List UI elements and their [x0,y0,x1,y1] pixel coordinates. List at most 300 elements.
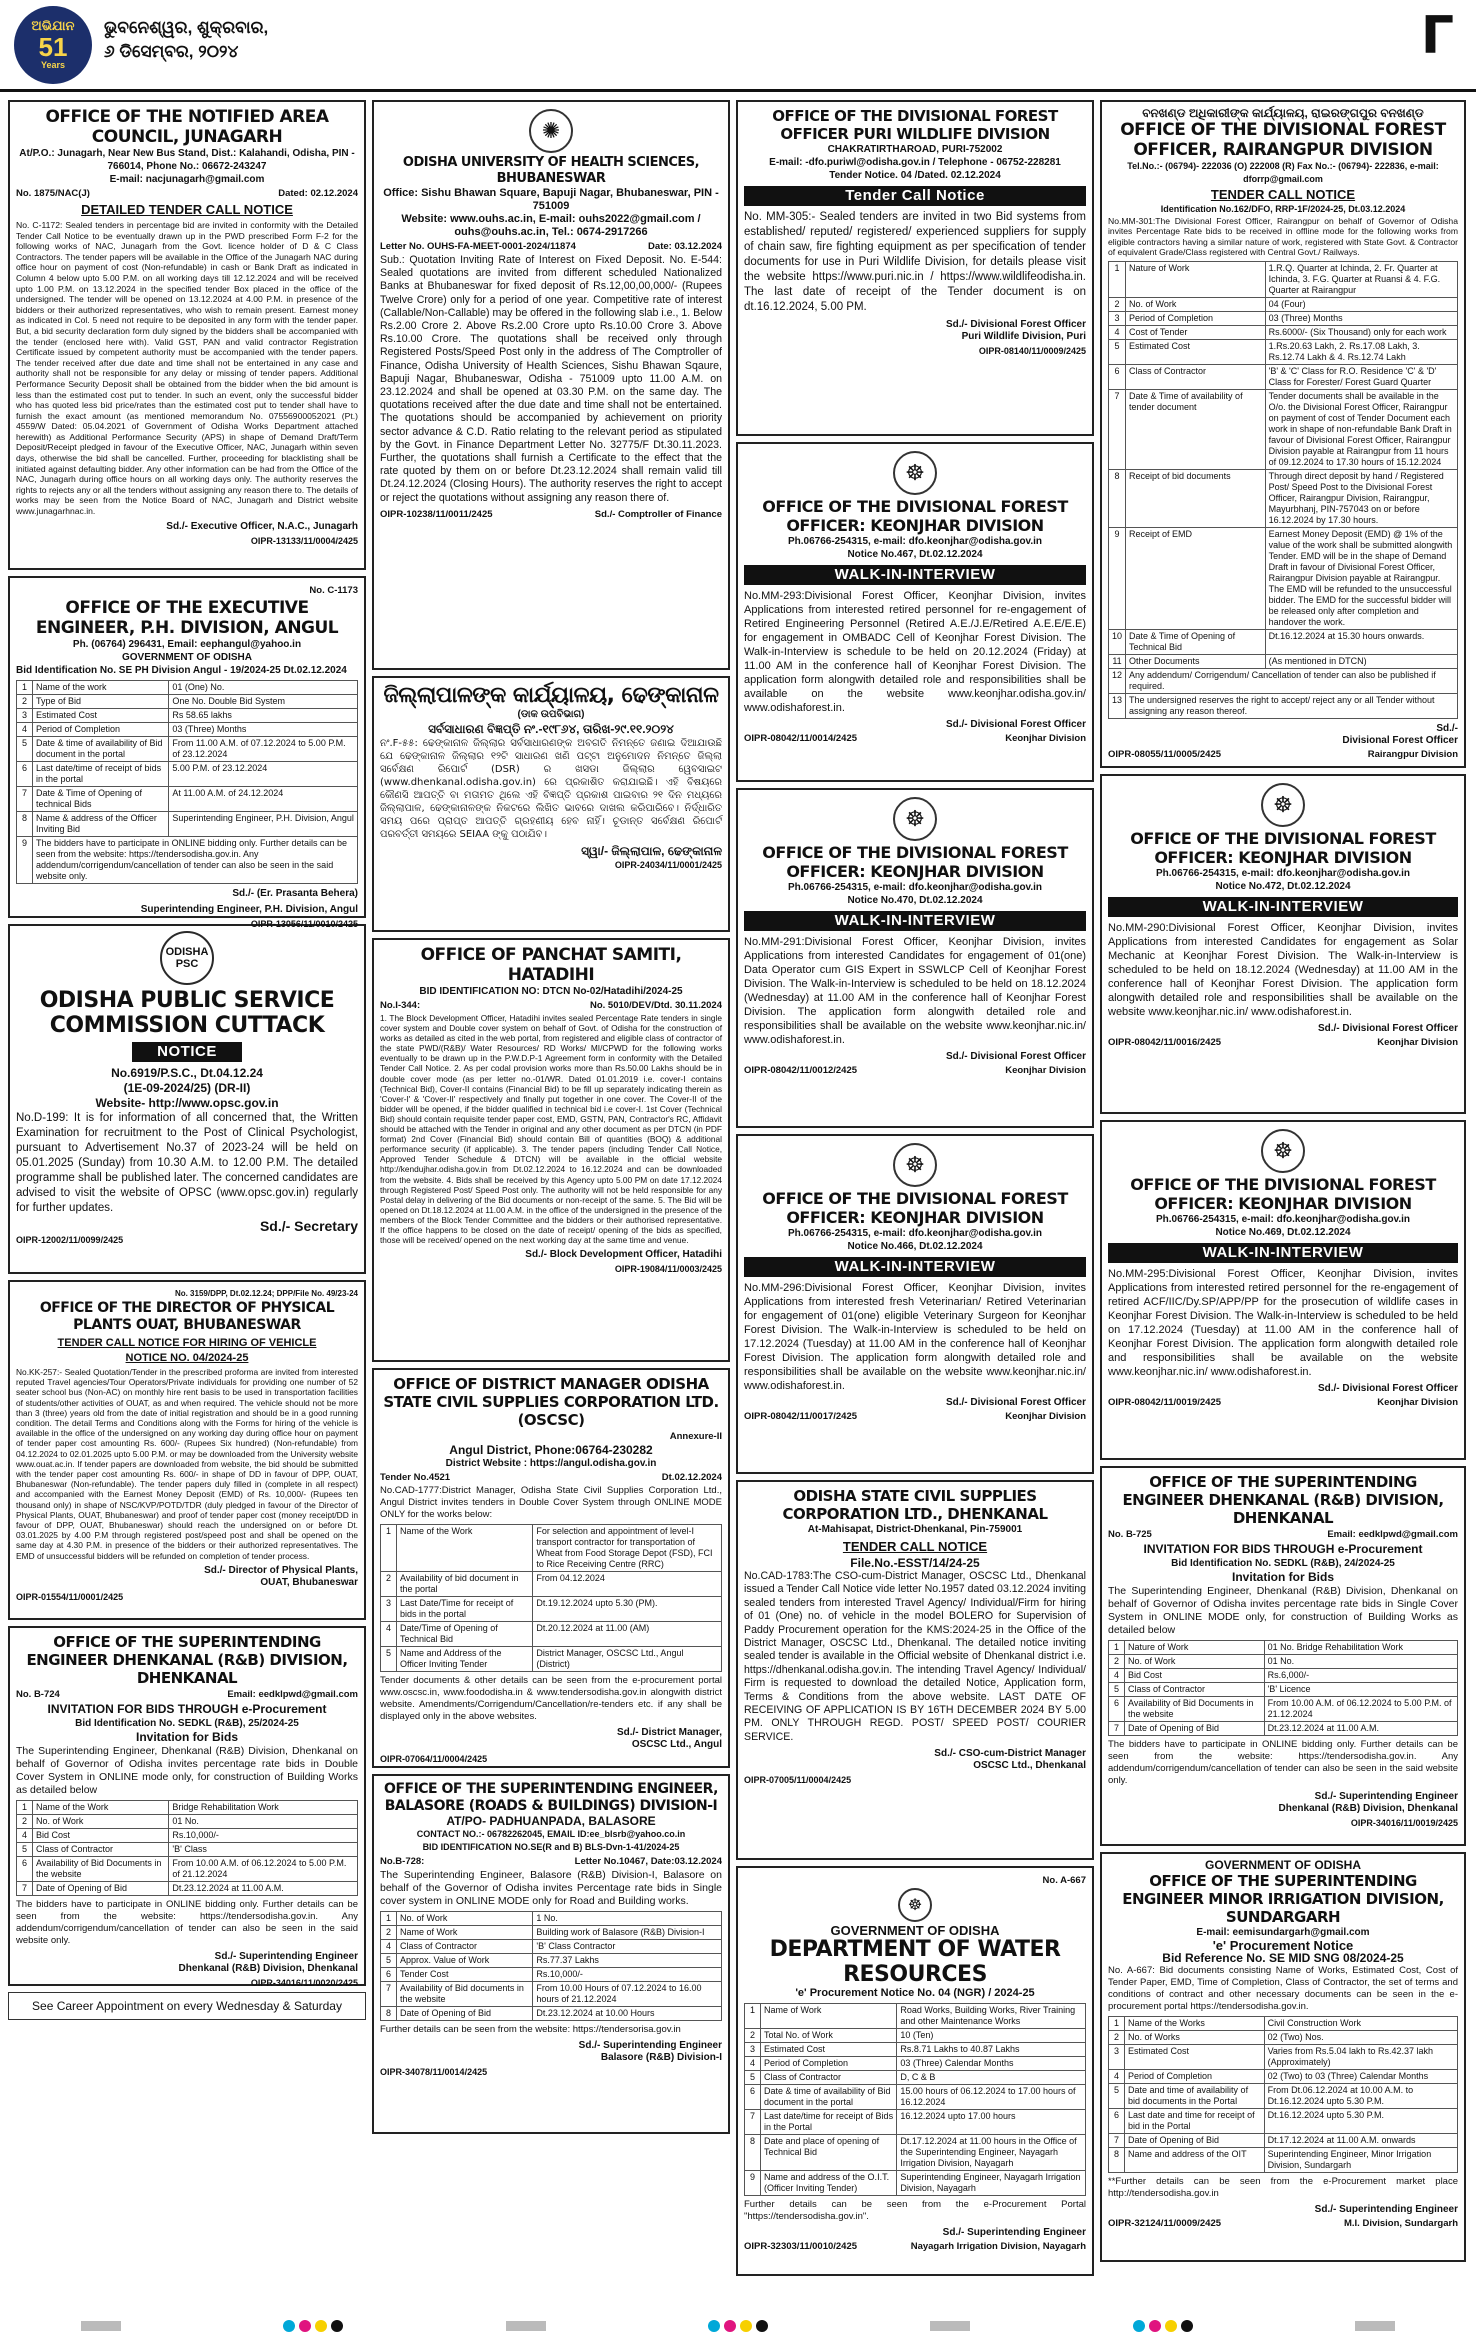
cyan-dot [283,2320,295,2332]
table-row [381,1597,722,1622]
ad-signature: Sd./- Superintending Engineer [214,1951,358,1962]
ad-ref-no: No.6919/P.S.C., Dt.04.12.24 [111,1066,263,1080]
ad-subtitle: 'e' Procurement Notice No. 04 (NGR) / 2024-25 [795,1987,1035,1999]
ad-title: OFFICE OF THE EXECUTIVE ENGINEER, P.H. DIVISION, ANGUL [35,598,339,638]
row-number: 8 [745,2135,761,2171]
ad-note: **Further details can be seen from the e-Procurement market place http://tendersodisha.gov.in [1108,2176,1458,2199]
ad-ref-no: No. 1875/NAC(J) [16,188,90,199]
ad-body: No.MM-295:Divisional Forest Officer, Keonjhar Division, invites Applications from interested retired personnel for the re-engagement of retired ACF/IIC/Dy.SP/APP/PP for the prosecution of wildlife cases in Keonjhar Forest Division. The Walk-in-Interview is scheduled to be held on 17.12.2024 (Tuesday) at 11.00 AM in the conference hall of Keonjhar Forest Division. The application form alongwith detailed role and responsibilities shall be available on the website www.keonjhar.nic.in/ www.odishaforest.in. [1108,1268,1458,1378]
table-row [17,1829,358,1843]
table-row [381,1926,722,1940]
row-number: 6 [17,1857,33,1882]
row-label: Name of Work [397,1926,533,1940]
gray-bar [1355,2321,1395,2331]
ad-heading: WALK-IN-INTERVIEW [1108,1243,1458,1263]
ad-signature-2: Keonjhar Division [1377,1397,1458,1408]
ad-file-no: File.No.-ESST/14/24-25 [850,1556,980,1570]
ad-signature-3: Rairangpur Division [1367,748,1458,760]
row-number: 2 [1109,1655,1125,1669]
table-row [745,2171,1086,2196]
row-number: 5 [17,1843,33,1857]
row-value: Rs.77.37 Lakhs [533,1954,722,1968]
row-number: 1 [381,1525,397,1572]
table-row [1109,325,1458,339]
row-label: Availability of bid document in the portal [397,1572,533,1597]
row-number: 4 [381,1622,397,1647]
table-row [745,2004,1086,2029]
row-text: Any addendum/ Corrigendum/ Cancellation of tender can also be published if required. [1126,668,1458,693]
row-number: 8 [381,2007,397,2021]
ad-gov: GOVERNMENT OF ODISHA [1204,1858,1361,1872]
row-label: Period of Completion [1125,2070,1265,2084]
row-number: 4 [745,2057,761,2071]
row-label: No. of Work [1125,1655,1265,1669]
ad-signature: Sd./- Superintending Engineer [578,2040,722,2051]
ad-body: The Superintending Engineer, Dhenkanal (R&B) Division, Dhenkanal on behalf of Governor of Odisha invites percentage rate bids in Double Cover System in ONLINE mode only, for construction of Building Works as detailed below [16,1745,358,1796]
row-value: From 10.00 A.M. of 06.12.2024 to 5.00 P.M. of 21.12.2024 [169,1857,358,1882]
ad-body: No.D-199: It is for information of all concerned that, the Written Examination for recruitment to the Post of Clinical Psychologist, pursuant to Advertisement No.37 of 2023-24 will be held on 05.01.2025 (Sunday) from 10.30 A.M. to 12.00 P.M. The detailed programme shall be published later. The concerned candidates are advised to visit the website of OPSC (www.opsc.gov.in) regularly for further updates. [16,1112,358,1214]
row-number: 4 [381,1940,397,1954]
row-number: 5 [17,737,33,762]
page-header [0,0,1476,92]
ad-oipr: OIPR-08042/11/0019/2425 [1108,1397,1222,1408]
ad-heading: WALK-IN-INTERVIEW [744,565,1086,585]
row-label: Name of the Work [397,1525,533,1572]
cyan-dot [1133,2320,1145,2332]
column-4 [1100,100,1466,2268]
ad-ref-no: Notice No.472, Dt.02.12.2024 [1215,881,1351,892]
row-value: 'B' Class [169,1843,358,1857]
row-label: Availability of Bid documents in the website [397,1982,533,2007]
row-label: Nature of Work [1125,1641,1265,1655]
row-value: Dt.19.12.2024 upto 5.30 (PM). [533,1597,722,1622]
ad-website: Website- http://www.opsc.gov.in [95,1096,279,1110]
table-row [381,2007,722,2021]
row-label: Date and time of availability of bid documents in the Portal [1125,2084,1265,2109]
ad-title: OFFICE OF THE SUPERINTENDING ENGINEER MINOR IRRIGATION DIVISION, SUNDARGARH [1122,1872,1444,1926]
ad-table [380,1524,722,1672]
table-row [1109,2045,1458,2070]
ad-oipr: OIPR-07005/11/0004/2425 [744,1775,852,1786]
table-row [17,1815,358,1829]
row-label: Name & address of the Officer Inviting Bid [33,812,169,837]
ad-oscsc-angul [372,1368,730,1768]
ad-sundargarh [1100,1852,1466,2262]
row-label: Availability of Bid Documents in the website [1125,1697,1265,1722]
table-row [745,2071,1086,2085]
table-row [1109,527,1458,629]
ad-ref-no: Notice No.467, Dt.02.12.2024 [847,549,983,560]
ad-title: OFFICE OF DISTRICT MANAGER ODISHA STATE CIVIL SUPPLIES CORPORATION LTD. (OSCSC) [383,1375,719,1429]
ad-phone: Ph.06766-254315, e-mail: dfo.keonjhar@odisha.gov.in [1155,1214,1411,1225]
ad-ref-no: No.B-728: [380,1856,425,1867]
magenta-dot [299,2320,311,2332]
ad-heading: TENDER CALL NOTICE [842,1539,988,1554]
ad-oipr: OIPR-08042/11/0014/2425 [744,733,858,744]
ad-oipr: OIPR-24034/11/0001/2425 [614,860,722,870]
row-number: 7 [1109,2134,1125,2148]
ad-table [16,680,358,884]
row-label: Date & Time of availability of tender document [1126,389,1266,469]
ad-signature: Sd./- CSO-cum-District Manager [934,1748,1086,1760]
ad-ref-no: Bid Reference No. SE MID SNG 08/2024-25 [1162,1951,1404,1965]
row-label: Period of Completion [1126,311,1266,325]
ad-signature-2: OSCSC Ltd., Angul [631,1739,722,1750]
ad-ref-no: No. B-725 [1108,1529,1152,1540]
ad-signature: Sd./- Superintending Engineer [1314,1791,1458,1802]
ad-signature-2: Nayagarh Irrigation Division, Nayagarh [910,2241,1086,2252]
ad-oipr: OIPR-08140/11/0009/2425 [978,346,1086,356]
ad-title: OFFICE OF THE DIVISIONAL FOREST OFFICER: KEONJHAR DIVISION [762,1189,1068,1227]
row-text: The undersigned reserves the right to accept/ reject any or all Tender without assigning any reason thereof. [1126,693,1458,718]
row-number: 6 [17,762,33,787]
row-number: 2 [381,1572,397,1597]
ad-body: No. MM-305:- Sealed tenders are invited in two Bid systems from established/ reputed/ registered/ experienced suppliers for supply of chain saw, fire fighting equipment as per specification of tender documents for use in Puri Wildlife Division, for details please visit the website https://www.puri.nic.in / https://www.wildlifeodisha.in. The last date of receipt of the Tender document is on dt.16.12.2024, 5.00 PM. [744,211,1086,313]
ad-note: Further details can be seen from the website: https://tendersorisa.gov.in [380,2024,681,2035]
ad-ref-code: No.I-344: [380,1000,421,1011]
ad-oipr: OIPR-12002/11/0099/2425 [16,1235,124,1245]
ad-water-resources [736,1866,1094,2276]
ad-heading: NOTICE [132,1042,242,1062]
ad-note: The bidders have to participate in ONLINE bidding only. Further details can be seen from the website: https://tendersodisha.gov.in. Any addendum/corrigendum/cancellation of tender can also be seen in the said website only. [1108,1739,1458,1786]
row-value: From Dt.06.12.2024 at 10.00 A.M. to Dt.16.12.2024 upto 5.30 P.M. [1264,2084,1457,2109]
row-label: Bid Cost [1125,1669,1265,1683]
row-number: 7 [17,1882,33,1896]
row-label: Class of Contractor [1126,364,1266,389]
row-value: 10 (Ten) [897,2029,1086,2043]
ad-body: No.MM-301:The Divisional Forest Officer, Rairangpur on behalf of Governor of Odisha invites Percentage Rate bids to be received in offline mode for the following works from eligible contractors having a similar nature of work, registered with State Govt. & Contractor of equivalent Grade/Class registered with Central Govt./ Railways. [1108,216,1458,258]
row-label: Total No. of Work [761,2029,897,2043]
row-label: Date & time of availability of Bid document in the portal [33,737,169,762]
table-row [17,837,358,884]
ad-phone: Ph. (06764) 296431, Email: eephangul@yahoo.in [72,639,302,650]
ad-body: No.MM-291:Divisional Forest Officer, Keonjhar Division, invites Applications from interested Candidates for engagement of 01(one) Data Operator cum GIS Expert in SSWLCP Cell of Keonjhar Forest Division. The Walk-in-Interview is scheduled to be held on 18.12.2024 (Wednesday) at 11.00 AM in the conference hall of Keonjhar Forest Division. The application form alongwith detailed role and responsibilities shall be available on the website www.keonjhar.nic.in/ www.odishaforest.in. [744,936,1086,1046]
row-label: Class of Contractor [1125,1683,1265,1697]
ad-signature: Sd./- Executive Officer, N.A.C., Junagarh [166,520,358,532]
table-row [17,723,358,737]
ad-oscsc-dhenkanal [736,1480,1094,1860]
career-note: See Career Appointment on every Wednesday & Saturday [8,1992,366,2020]
ad-title: DEPARTMENT OF WATER RESOURCES [769,1937,1061,1987]
ad-heading-2: Invitation for Bids [136,1730,238,1744]
date-line-1: ଭୁବନେଶ୍ୱର, ଶୁକ୍ରବାର, [104,18,269,37]
row-label: Name of the Work [33,1801,169,1815]
ad-table [380,1911,722,2021]
row-value: From 11.00 A.M. of 07.12.2024 to 5.00 P.M. of 23.12.2024 [169,737,358,762]
row-label: Date & Time of Opening of technical Bids [33,787,169,812]
row-value: Bridge Rehabilitation Work [169,1801,358,1815]
row-label: Other Documents [1126,654,1266,668]
row-label: Date of Opening of Bid [33,1882,169,1896]
yellow-dot [740,2320,752,2332]
row-number: 9 [745,2171,761,2196]
row-label: Period of Completion [33,723,169,737]
ad-phone: Ph.06766-254315, e-mail: dfo.keonjhar@odisha.gov.in [1155,868,1411,879]
row-number: 6 [1109,1697,1125,1722]
row-label: Date and place of opening of Technical Bid [761,2135,897,2171]
ad-signature-2: Puri Wildlife Division, Puri [961,331,1086,342]
table-row [745,2135,1086,2171]
ad-gov: GOVERNMENT OF ODISHA [830,1923,1000,1938]
ad-address: At/P.O.: Junagarh, Near New Bus Stand, Dist.: Kalahandi, Odisha, PIN - 766014, Phone No.: 06672-243247 [19,148,355,172]
ad-contact: Tel.No.:- (06794)- 222036 (O) 222008 (R) Fax No.:- (06794)- 222836, e-mail: dforrp@gmail.com [1127,161,1439,184]
row-number: 11 [1109,654,1126,668]
ad-gov: GOVERNMENT OF ODISHA [121,652,252,663]
row-label: Date of Opening of Bid [397,2007,533,2021]
table-row [1109,629,1458,654]
row-value: Rs 58.65 lakhs [169,709,358,723]
ad-signature: Sd./- Director of Physical Plants, [204,1564,358,1576]
ad-table [1108,261,1458,719]
row-value: At 11.00 A.M. of 24.12.2024 [169,787,358,812]
ad-note: The bidders have to participate in ONLINE bidding only. Further details can be seen from the website: https://tendersodisha.gov.in. Any addendum/corrigendum/cancellation of tender can also be seen in the said website only. [16,1899,358,1946]
row-value: (As mentioned in DTCN) [1265,654,1457,668]
ad-body: No.MM-296:Divisional Forest Officer, Keonjhar Division, invites Applications from interested fresh Veterinarian/ Retired Veterinarian for engagement of 01(one) eligible Veterinary Surgeon for Keonjhar Forest Division. The Walk-in-Interview is scheduled to be held on 17.12.2024 (Tuesday) at 11.00 AM in the conference hall of Keonjhar Forest Division. The application form alongwith detailed role and responsibilities shall be available on the website www.keonjhar.nic.in/ www.odishaforest.in. [744,1282,1086,1392]
odisha-emblem-icon: ☸ [1261,1129,1305,1173]
row-number: 6 [1109,2109,1125,2134]
row-value: Rs.10,000/- [169,1829,358,1843]
row-value: From 10.00 Hours of 07.12.2024 to 16.00 hours of 21.12.2024 [533,1982,722,2007]
ad-signature: Sd./- Divisional Forest Officer [945,719,1086,730]
row-label: No. of Work [33,1815,169,1829]
ad-phone: Ph.06766-254315, e-mail: dfo.keonjhar@odisha.gov.in [787,882,1043,893]
row-label: No. of Works [1125,2031,1265,2045]
row-number: 4 [17,1829,33,1843]
ad-heading: DETAILED TENDER CALL NOTICE [81,202,293,217]
ad-oipr: OIPR-13133/11/0004/2425 [250,535,358,546]
table-row [1109,1655,1458,1669]
row-number: 5 [381,1647,397,1672]
table-row [381,1982,722,2007]
table-row [381,1525,722,1572]
ad-body: No. A-667: Bid documents consisting Name of Works, Estimated Cost, Cost of Tender Paper, EMD, Time of Completion, Class of Contractor, the set of terms and conditions of contract and other necessary documents can be seen in the e-procurement portal https://tendersodisha.gov.in. [1108,1965,1458,2012]
ad-phone: Ph.06766-254315, e-mail: dfo.keonjhar@odisha.gov.in [787,536,1043,547]
ad-odia-title: ବନଖଣ୍ଡ ଅଧିକାରୀଙ୍କ କାର୍ଯ୍ୟାଳୟ, ରାଇରଙ୍ଗପୁର ବନଖଣ୍ଡ [1142,106,1424,120]
row-value: Tender documents shall be available in the O/o. the Divisional Forest Officer, Rairangpur on payment of cost of Tender Document each work in shape of non-refundable Bank Draft in favour of Divisional Forest Officer, Rairangpur Division payable at Rairangpur from 11 hours of 09.12.2024 to 17.30 hours of 15.12.2024 [1265,389,1457,469]
ad-body: Sub.: Quotation Inviting Rate of Interest on Fixed Deposit. No. E-544: Sealed quotations are invited from different scheduled Nationalized Banks at Bhubaneswar for fixed deposit of Rs.12,00,00,000/- (Rupees Twelve Crore) only for a period of one year. Competitive rate of interest (Callable/Non-Callable) may be offered in the following slab i.e., 1. Below Rs.2.00 Crore 2. Above Rs.2.00 Crore upto Rs.10.00 Crore 3. Above Rs.10.00 Crore. The quotations shall be received only through Registered Posts/Speed Post only in the address of The Comptroller of Finance, Odisha University of Health Sciences, Sishu Bhawan Sqaure, Bapuji Nagar, Bhubaneswar, Odisha - 751009 upto 11.00 A.M. on 23.12.2024 and shall be opened at 03.30 P.M. on the same day. The quotations received after the due date and time shall not be entertained. The quotations should be accompanied by achievement on priority sector advance & C.D. Ratio relating to the relevant period as stipulated by the Govt. in Finance Department Letter No. 32775/F Dt.30.11.2023. Further, the quotations shall furnish a Certificate to the effect that the rate quoted by them on or before Dt.23.12.2024 shall remain valid till Dt.24.12.2024 (Closing Hours). The authority reserves the right to accept or reject the quotations without assigning any reason there of. [380,254,722,504]
ad-title: OFFICE OF THE DIRECTOR OF PHYSICAL PLANTS OUAT, BHUBANESWAR [39,1300,335,1333]
row-value: 04 (Four) [1265,297,1457,311]
ad-signature: Sd./- Divisional Forest Officer [945,319,1086,330]
row-number: 1 [1109,1641,1125,1655]
ad-body: ନଂ.F-୫୫: ଢେଙ୍କାନାଳ ଜିଲ୍ଲାର ସର୍ବସାଧାରଣଙ୍କ ଅବଗତି ନିମନ୍ତେ ଜଣାଇ ଦିଆଯାଉଛି ଯେ ଢେଙ୍କାନାଳ ଜିଲ୍ଲାର ୧୨ଟି ସାଧାରଣ ଖଣି ପଟ୍ଟା ଅନୁମୋଦନ ନିମନ୍ତେ ଜିଲ୍ଲା ସର୍ବେକ୍ଷଣ ରିପୋର୍ଟ (DSR) ର ଖସଡା ଜିଲ୍ଲାର ୱେବସାଇଟ (www.dhenkanal.odisha.gov.in) ରେ ପ୍ରକାଶିତ କରାଯାଇଛି। ଏହି ବିଷୟରେ କୌଣସି ଆପତ୍ତି ବା ମତାମତ ଥିଲେ ଏହି ବିଜ୍ଞପ୍ତି ପ୍ରକାଶ ପାଇବାର ୨୧ ଦିନ ମଧ୍ୟରେ ଜିଲ୍ଲାପାଳ, ଢେଙ୍କାନାଳଙ୍କ ନିକଟରେ ଲିଖିତ ଭାବରେ ଦାଖଲ କରିପାରିବେ। ନିର୍ଦ୍ଧାରିତ ସମୟ ପରେ ପ୍ରାପ୍ତ ଆପତ୍ତି ଗ୍ରହଣୀୟ ହେବ ନାହିଁ। ଚୂଡାନ୍ତ ସର୍ବେକ୍ଷଣ ରିପୋର୍ଟ ପରବର୍ତ୍ତୀ ସମୟରେ SEIAA ଙ୍କୁ ପଠାଯିବ। [380,738,722,840]
row-value: 03 (Three) Months [1265,311,1457,325]
ad-oipr: OIPR-34016/11/0020/2425 [250,1978,358,1988]
column-2 [372,100,730,2140]
ad-bid-id: Bid Identification No. SEDKL (R&B), 25/2024-25 [75,1718,299,1729]
row-value: District Manager, OSCSC Ltd., Angul (District) [533,1647,722,1672]
ad-signature-2: Superintending Engineer, P.H. Division, Angul [140,904,358,915]
row-number: 2 [381,1926,397,1940]
page-corner-mark: Γ [1420,6,1454,66]
row-value: Dt.16.12.2024 at 15.30 hours onwards. [1265,629,1457,654]
gray-bar [506,2321,546,2331]
table-row [745,2029,1086,2043]
row-label: Class of Contractor [397,1940,533,1954]
ad-signature: ସ୍ୱା/- ଜିଲ୍ଲାପାଳ, ଢେଙ୍କାନାଳ [581,844,722,858]
table-row [381,1954,722,1968]
row-value: Rs.6,000/- [1264,1669,1457,1683]
ad-ref-no: Letter No. OUHS-FA-MEET-0001-2024/11874 [380,241,576,252]
print-registration-strip [0,2312,1476,2339]
row-label: Name and address of the O.I.T. (Officer Inviting Tender) [761,2171,897,2196]
ad-title: ODISHA PUBLIC SERVICE COMMISSION CUTTACK [39,988,335,1038]
ad-oipr: OIPR-08055/11/0005/2425 [1108,748,1222,760]
row-value: Civil Construction Work [1264,2017,1457,2031]
table-row [381,1940,722,1954]
ad-table [16,1800,358,1896]
row-number: 1 [745,2004,761,2029]
row-label: Last Date/Time for receipt of bids in the portal [397,1597,533,1622]
row-number: 7 [1109,389,1126,469]
ad-bid-id: Bid Identification No. SEDKL (R&B), 24/2024-25 [1171,1558,1395,1569]
row-value: Road Works, Building Works, River Training and other Maintenance Works [897,2004,1086,2029]
table-row [1109,2031,1458,2045]
row-value: D, C & B [897,2071,1086,2085]
row-number: 3 [1109,311,1126,325]
row-label: Date of Opening of Bid [1125,2134,1265,2148]
row-number: 2 [1109,2031,1125,2045]
row-label: Estimated Cost [33,709,169,723]
ad-title: ଜିଲ୍ଲାପାଳଙ୍କ କାର୍ଯ୍ୟାଳୟ, ଢେଙ୍କାନାଳ [383,683,719,708]
row-number: 4 [17,723,33,737]
row-value: For selection and appointment of level-I transport contractor for transportation of Wheat from Food Storage Depot (FSD), FCI to Rice Receiving Centre (RRC) [533,1525,722,1572]
row-value: Superintending Engineer, Nayagarh Irrigation Division, Nayagarh [897,2171,1086,2196]
ad-address: CHAKRATIRTHAROAD, PURI-752002 [827,144,1003,155]
row-number: 2 [17,695,33,709]
row-label: Name of the Works [1125,2017,1265,2031]
ad-keonjhar-469 [1100,1120,1466,1460]
ad-address: At-Mahisapat, District-Dhenkanal, Pin-759001 [807,1524,1023,1535]
row-value: Dt.23.12.2024 at 11.00 A.M. [1264,1722,1457,1736]
ad-address: Office: Sishu Bhawan Square, Bapuji Nagar, Bhubaneswar, PIN - 751009 [383,187,719,212]
column-1 [8,100,366,2024]
row-number: 1 [17,1801,33,1815]
row-value: 1 No. [533,1912,722,1926]
ad-body: No.KK-257:- Sealed Quotation/Tender in the prescribed proforma are invited from interested reputed Travel agencies/Tour Operators/Private individuals for providing one number of 52 seater school bus (Non-AC) on monthly hire rent basis to be used in transportation facilities of students/other activities of OUAT, as and when required. The vehicle should not be more than 3 (three) years old from the date of initial registration and should be in a good running condition. The detail Terms and Conditions along with the Forms for hiring of the vehicle is available in the office of the undersigned on any working day during office hour on payment of tender paper cost amounting Rs. 600/- (Rupees Six hundred) (Non-refundable) from 04.12.2024 to 02.01.2025 upto 5.00 P.M. or may be downloaded from the University website www.ouat.ac.in. If tender papers are downloaded from website, the bid should be submitted with the tender paper cost amounting Rs. 600/- in shape of DD in favour of DPP, OUAT, Bhubaneswar (Non-refundable). The tender papers duly filled in (complete in all respect) and accompanied with the Earnest Money Deposit (EMD) of Rs. 10,000/- (Rupees ten thousand only) in shape of NSC/KVP/POTD/TDR (duly pledged in favour of the Director of Physical Plants, OUAT, Bhubaneswar) and proof of tender paper cost (money receipt/DD in favour of DPP, OUAT, Bhubaneswar) should reach the undersigned on or before Dt. 03.01.2025 by 4.00 P.M through registered post/speed post and shall be opened on the same day at 4.30 P.M. in presence of the bidders or their authorized representatives. The EMD of unsuccessful bidders will be refunded on completion of tender process. [16,1367,358,1561]
row-value: 03 (Three) Calendar Months [897,2057,1086,2071]
row-number: 3 [381,1597,397,1622]
row-value: Building work of Balasore (R&B) Division-I [533,1926,722,1940]
ad-title: OFFICE OF THE DIVISIONAL FOREST OFFICER, RAIRANGPUR DIVISION [1120,120,1446,160]
row-value: Through direct deposit by hand / Registered Post/ Speed Post to the Divisional Forest Officer, Rairangpur Division, Rairangpur, Mayurbhanj, PIN-757043 on or before 16.12.2024 by 17.30 hours. [1265,469,1457,527]
gray-bar [930,2321,970,2331]
university-emblem-icon: ✺ [529,109,573,153]
ad-note: Further details can be seen from the e-Procurement Portal "https://tendersodisha.gov.in". [744,2199,1086,2222]
row-label: Availability of Bid Documents in the website [33,1857,169,1882]
row-value: From 04.12.2024 [533,1572,722,1597]
table-row [1109,668,1458,693]
row-label: Date of Opening of Bid [1125,1722,1265,1736]
row-label: Name and address of the OIT [1125,2148,1265,2173]
ad-address: Angul District, Phone:06764-230282 [449,1443,653,1457]
row-label: Nature of Work [1126,261,1266,297]
ad-keonjhar-470 [736,788,1094,1128]
row-label: No. of Work [397,1912,533,1926]
ad-heading: WALK-IN-INTERVIEW [744,1257,1086,1277]
ad-title: OFFICE OF PANCHAT SAMITI, HATADIHI [420,945,682,985]
row-value: 1.Rs.20.63 Lakh, 2. Rs.17.08 Lakh, 3. Rs.12.74 Lakh & 4. Rs.12.74 Lakh [1265,339,1457,364]
row-number: 12 [1109,668,1126,693]
date-line [104,16,268,64]
row-value: Earnest Money Deposit (EMD) @ 1% of the value of the work shall be submitted alongwith Tender. EMD will be in the shape of Demand Draft in favour of Divisional Forest Officer, Rairangpur Division payable at Rairangpur. The EMD will be refunded to the unsuccessful bidder. The EMD for the successful bidder will be released only after completion and handover the work. [1265,527,1457,629]
row-label: Last date and time for receipt of bid in the Portal [1125,2109,1265,2134]
ad-oipr: OIPR-10238/11/0011/2425 [380,508,493,520]
row-number: 5 [1109,339,1126,364]
ad-nac-junagarh [8,100,366,570]
row-number: 1 [1109,261,1126,297]
ad-title: OFFICE OF THE DIVISIONAL FOREST OFFICER: KEONJHAR DIVISION [762,497,1068,535]
row-number: 5 [1109,1683,1125,1697]
table-row [745,2110,1086,2135]
ad-bid-id: BID IDENTIFICATION NO.SE(R and B) BLS-Dvn-1-41/2024-25 [422,1842,680,1852]
row-value: Superintending Engineer, P.H. Division, Angul [169,812,358,837]
row-number: 9 [1109,527,1126,629]
row-number: 7 [381,1982,397,2007]
yellow-dot [315,2320,327,2332]
table-row [1109,389,1458,469]
row-value: 02 (Two) to 03 (Three) Calendar Months [1264,2070,1457,2084]
table-row [381,1912,722,1926]
ad-signature: Sd./- Secretary [259,1218,358,1234]
row-number: 4 [1109,1669,1125,1683]
ad-website: Website: www.ouhs.ac.in, E-mail: ouhs2022@gmail.com / ouhs@ouhs.ac.in, Tel.: 0674-2917266 [401,213,701,238]
ad-oipr: OIPR-32303/11/0010/2425 [744,2241,858,2252]
ad-body: 1. The Block Development Officer, Hatadihi invites sealed Percentage Rate tenders in single cover system and Double cover system on behalf of Govt. of Odisha for the construction of works as detailed as cited in the web portal, from registered and eligible class of contractor of the state PWD/(R&B)/ Water Resources/ RD Works/ MI/CPWD for the following works eventually to be drawn up in the P.W.D.P-1 Agreement form in conformity with the Detailed Tender Call Notice. 2. As per codal provision works more than Rs.50.00 Lakhs should be in double cover mode (as per letter no.-01/WR. Dated 01.01.2019 i.e. cover-I contains (Technical Bid), Cover-II contains (Financial Bid) to be fill up separately indicating therein as 'Cover-I' & 'Cover-II' respectively and finally put together in one cover. The Cover-II of the bidder will be opened, if the bidder qualified in technical bid i.e cover-I. 1st Cover (Technical Bid) should contain requisite tender paper cost, EMD, GSTN, PAN, Contractor's RC, Affidavit should be attached with the Tender in original and any other document as per DTCN (in PDF format) 2nd Cover (Financial Bid) should contain Bill of quantities (BOQ) & additional performance security (if applicable). 3. The tender papers (including Tender Call Notice, Approved Tender Schedule & DTCN) will be available in the official website http://kendujhar.odisha.gov.in from Dt.02.12.2024 to 16.12.2024 and can be downloaded from the website. 4. Bids shall be received by this Agency upto 5.00 PM on date 17.12.2024 through Registered Post/ Speed Post only. The authority will not be held responsible for any Postal delay in delivering of the Bid documents or non-receipt of the same. 5. The Bid will be opened on Dt.18.12.2024 at 11.00 A.M. in the office of the undersigned in the presence of the members of the Block Tender Committee and the bidders or their authorised representative. If the office happens to be closed on the date of receipt/ opening of the bids as specified, those will be received/ opened on the next working day at the same time and venue. [380,1013,722,1246]
ad-ref-no: No. 3159/DPP, Dt.02.12.24; DPP/File No. 49/23-24 [174,1289,358,1298]
table-row [17,709,358,723]
row-value: 01 No. Bridge Rehabilitation Work [1264,1641,1457,1655]
ad-table [1108,2016,1458,2173]
ad-oipr: OIPR-32124/11/0009/2425 [1108,2218,1222,2229]
row-label: Type of Bid [33,695,169,709]
logo-text: ଅଭିଯାନ [31,18,75,33]
ad-opsc [8,924,366,1274]
ad-email: E-mail: eemisundargarh@gmail.com [1196,1927,1370,1938]
row-value: Dt.17.12.2024 at 11.00 A.M. onwards [1264,2134,1457,2148]
ad-signature-2: Keonjhar Division [1005,733,1086,744]
ad-oipr: OIPR-08042/11/0017/2425 [744,1411,858,1422]
ad-signature: Sd./- [1436,722,1458,734]
ad-signature-2: Dhenkanal (R&B) Division, Dhenkanal [1278,1803,1458,1814]
row-number: 3 [17,709,33,723]
row-value: 15.00 hours of 06.12.2024 to 17.00 hours of 16.12.2024 [897,2085,1086,2110]
table-row [17,812,358,837]
ad-signature-2: Dhenkanal (R&B) Division, Dhenkanal [178,1963,358,1974]
ad-annex: Annexure-II [669,1431,722,1442]
row-value: Varies from Rs.5.04 lakh to Rs.42.37 lakh (Approximately) [1264,2045,1457,2070]
ad-title: OFFICE OF THE NOTIFIED AREA COUNCIL, JUNAGARH [45,107,329,147]
table-row [745,2043,1086,2057]
row-value: 1.R.Q. Quarter at Ichinda, 2. Fr. Quarter at Ichinda, 3. F.G. Quarter at Ruansi & 4. F.G. Quarter at Rairangpur [1265,261,1457,297]
table-row [17,787,358,812]
ad-email: Email: eedklpwd@gmail.com [1327,1529,1458,1540]
table-row [1109,339,1458,364]
color-dots [283,2320,343,2332]
row-label: Estimated Cost [1125,2045,1265,2070]
table-row [1109,2070,1458,2084]
ad-ph-angul [8,576,366,929]
ad-contact: CONTACT NO.:- 06782262045, EMAIL ID:ee_blsrb@yahoo.co.in [416,1829,686,1839]
row-number: 3 [1109,2045,1125,2070]
ad-letter-no: Letter No.10467, Date:03.12.2024 [574,1856,722,1867]
ad-puri-wildlife [736,100,1094,436]
ad-date: Dated: 02.12.2024 [278,188,358,199]
ad-rairangpur [1100,100,1466,768]
ad-ref-no: Notice No.466, Dt.02.12.2024 [847,1241,983,1252]
row-label: Approx. Value of Work [397,1954,533,1968]
ad-oipr: OIPR-34078/11/0014/2425 [380,2067,488,2077]
